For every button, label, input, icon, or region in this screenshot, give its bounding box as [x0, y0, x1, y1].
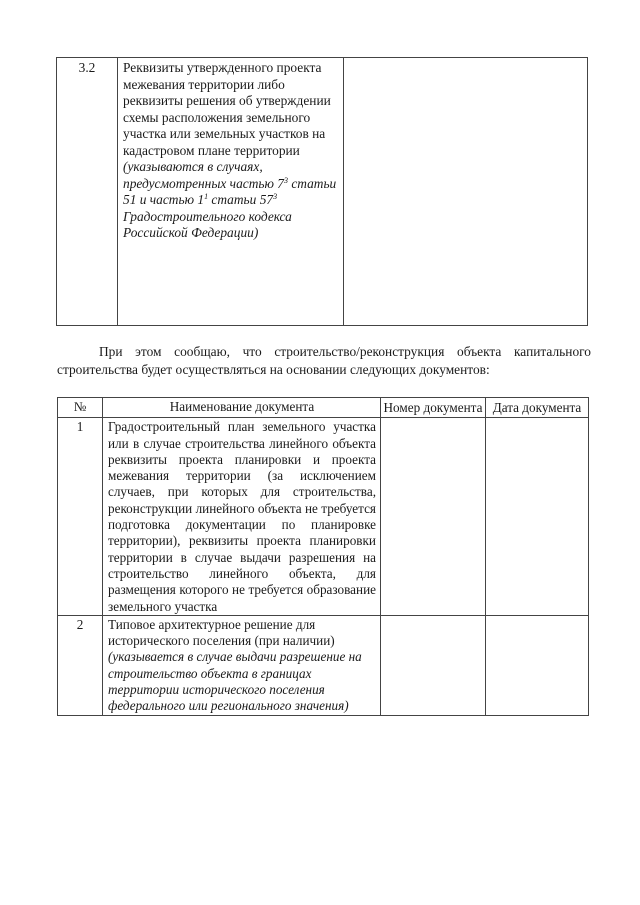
row-num: 1	[58, 418, 103, 616]
row-doc-date[interactable]	[486, 418, 589, 616]
details-table	[56, 57, 588, 326]
header-doc-date: Дата документа	[486, 398, 589, 418]
row-doc-number[interactable]	[381, 418, 486, 616]
header-name: Наименование документа	[103, 398, 381, 418]
row-note	[123, 159, 336, 240]
row-doc-number[interactable]	[381, 615, 486, 715]
row-doc-date[interactable]	[486, 615, 589, 715]
footnote-mark: 3	[273, 192, 278, 201]
statement-paragraph: При этом сообщаю, что строительство/реконструкция объекта капитального строительства будет осуществляться на основании следующих документов:	[57, 344, 591, 377]
note-part-d: Градостроительного кодекса Российской Федерации)	[123, 208, 292, 240]
table-row	[58, 615, 589, 715]
footnote-mark: 3	[283, 175, 288, 185]
row-name	[103, 418, 381, 616]
table-header-row	[58, 398, 589, 418]
header-doc-number: Номер документа	[381, 398, 486, 418]
note-part-b: статьи 51 и частью 1	[123, 175, 337, 207]
row-name-text: Типовое архитектурное решение для исторического поселения (при наличии)	[108, 616, 335, 649]
header-num: №	[58, 398, 103, 418]
row-num: 2	[58, 615, 103, 715]
row-number: 3.2	[57, 58, 118, 326]
note-part-c: статьи 57	[208, 192, 274, 207]
row-value-cell[interactable]	[344, 58, 588, 326]
row-name-text: Градостроительный план земельного участка или в случае строительства линейного объекта реквизиты проекта планировки и проекта межевания территории (за исключением случаев, при которых для строительства, реконструкции линейного объекта не требуется подготовка документации по планировке территории), реквизиты проекта планировки территории в случае выдачи разрешения на строительство линейного объекта, для размещения которого не требуется образование земельного участка	[108, 419, 376, 614]
row-name-note: (указывается в случае выдачи разрешение на строительство объекта в границах территории исторического поселения федерального или регионального значения)	[108, 649, 362, 714]
note-part-a: (указываются в случаях, предусмотренных частью 7	[123, 159, 284, 191]
row-label: Реквизиты утвержденного проекта межевания территории либо реквизиты решения об утверждении схемы расположения земельного участка или земельных участков на кадастровом плане территории	[123, 60, 331, 158]
documents-table	[57, 397, 589, 716]
row-name	[103, 615, 381, 715]
table-row	[58, 418, 589, 616]
row-label-cell	[118, 58, 344, 326]
table-row	[57, 58, 588, 326]
footnote-mark: 1	[204, 192, 209, 201]
